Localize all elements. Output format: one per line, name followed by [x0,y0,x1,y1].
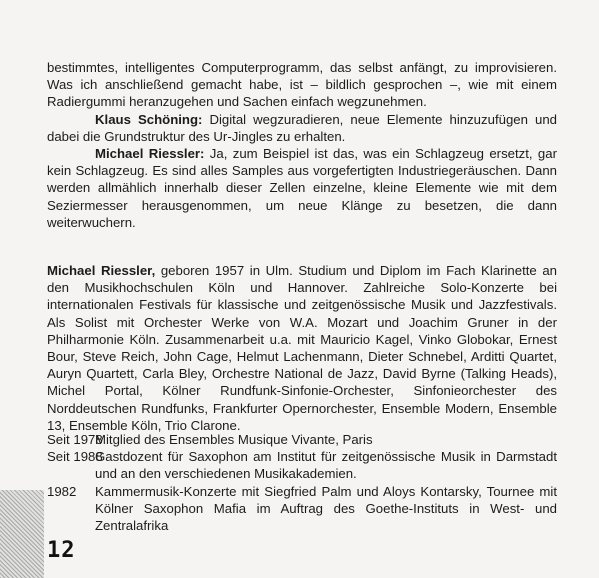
career-year: Seit 1988 [47,449,103,465]
biography [47,262,557,434]
interview-paragraph: bestimmtes, intelligentes Computerprogramm, das selbst anfängt, zu improvisieren. Was ich anschließend gemacht habe, ist – bildlich gesprochen –, wie mit einem Radiergummi heranzugehen und Sachen einfach wegzunehmen. [47,60,557,110]
speaker-name: Michael Riessler: [95,146,205,162]
biography-paragraph [47,262,557,434]
career-item [47,448,557,482]
biography-name: Michael Riessler, [47,263,156,278]
speaker-name: Klaus Schöning: [95,111,203,127]
career-year: Seit 1978 [47,432,103,447]
speaker-text: Digital wegzuradieren, neue Elemente hinzuzufügen und dabei die Grundstruktur des Ur-Jingles zu erhalten. [47,111,557,144]
hatched-corner-decoration [0,490,44,578]
career-year: 1982 [47,483,77,499]
career-item [47,483,557,535]
career-list [47,431,557,534]
biography-text: geboren 1957 in Ulm. Studium und Diplom im Fach Klarinette an den Musikhochschulen Köln und Hannover. Zahlreiche Solo-Konzerte bei internationalen Festivals für klassische und zeitgenössische Musik und Jazzfestivals. Als Solist mit Orchester Werke von W.A. Mozart und Joachim Gruner in der Philharmonie Köln. Zusammenarbeit u.a. mit Mauricio Kagel, Vinko Globokar, Ernest Bour, Steve Reich, John Cage, Helmut Lachenmann, Dieter Schnebel, Arditti Quartet, Auryn Quartett, Carla Bley, Orchestre National de Jazz, David Byrne (Talking Heads), Michel Portal, Kölner Rundfunk-Sinfonie-Orchester, Sinfonieorchester des Norddeutschen Rundfunks, Frankfurter Opernorchester, Ensemble Modern, Ensemble 13, Ensemble Köln, Trio Clarone. [47,263,557,433]
career-item [47,431,557,448]
page-number: 12 [47,538,76,563]
interview-paragraph [47,111,557,145]
career-text: Mitglied des Ensembles Musique Vivante, Paris [95,432,373,447]
career-text: Kammermusik-Konzerte mit Siegfried Palm und Aloys Kontarsky, Tournee mit Kölner Saxophon Mafia im Auftrag des Goethe-Instituts in West- und Zentralafrika [95,483,557,534]
interview-paragraph [47,145,557,231]
interview-text [47,59,557,231]
speaker-text: Ja, zum Beispiel ist das, was ein Schlagzeug ersetzt, gar kein Schlagzeug. Es sind alles Samples aus vorgefertigten Industriegeräuschen. Dann werden allmählich innerhalb dieser Zellen einzelne, kleine Elemente wie mit dem Seziermesser herausgenommen, um neue Klänge zu besetzen, die dann weiterwuchern. [47,146,557,230]
career-text: Gastdozent für Saxophon am Institut für zeitgenössische Musik in Darmstadt und an den verschiedenen Musikakademien. [95,449,557,482]
